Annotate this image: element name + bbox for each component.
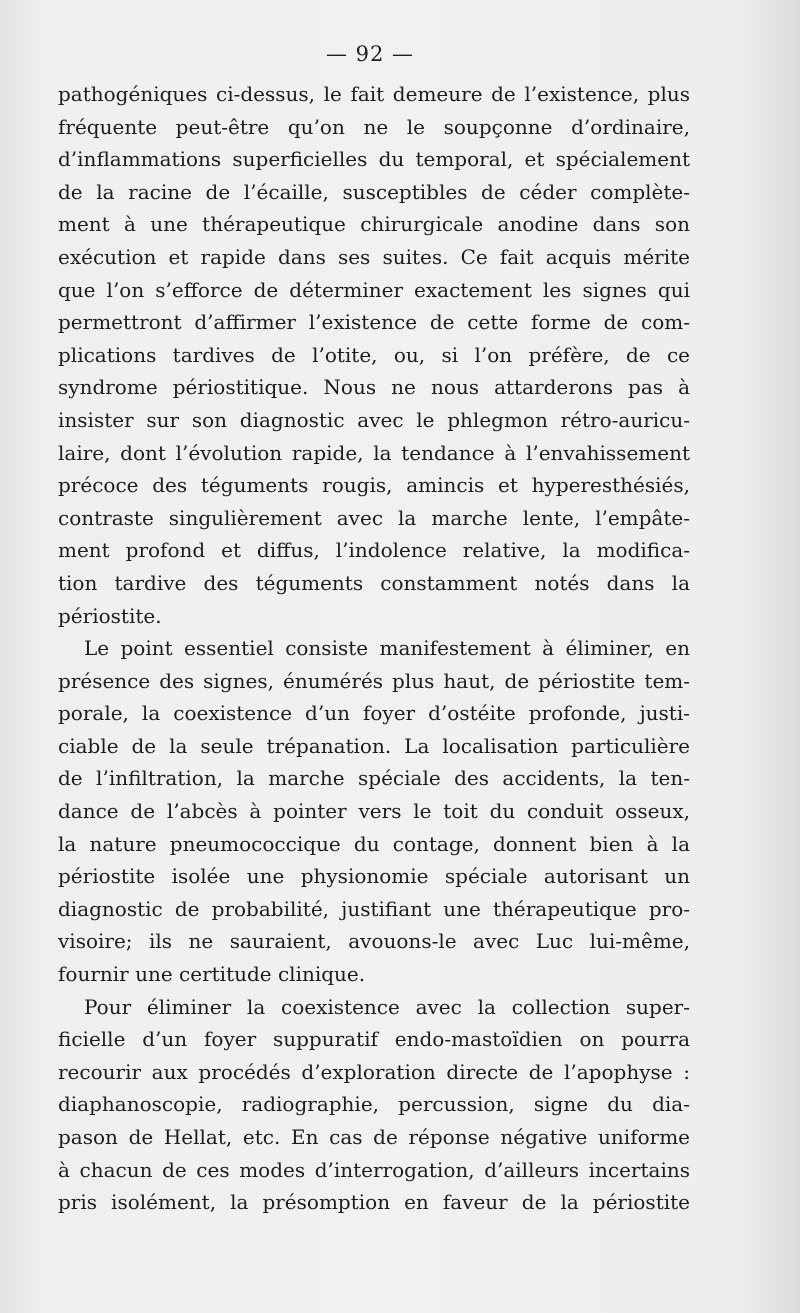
text-line: fréquente peut-être qu’on ne le soupçonne d’ordinaire,	[58, 114, 690, 139]
text-line: diaphanoscopie, radiographie, percussion, signe du dia-	[58, 1092, 690, 1117]
text-line: tion tardive des téguments constamment notés dans la	[58, 570, 690, 595]
text-line: Pour éliminer la coexistence avec la collection super-	[84, 994, 690, 1019]
text-line: ficielle d’un foyer suppuratif endo-mastoïdien on pourra	[58, 1027, 690, 1052]
text-line: périostite isolée une physionomie spéciale autorisant un	[58, 864, 690, 889]
text-line: ment profond et diffus, l’indolence relative, la modifica-	[58, 538, 690, 563]
text-line: ciable de la seule trépanation. La localisation particulière	[58, 733, 690, 758]
text-line: ment à une thérapeutique chirurgicale anodine dans son	[58, 212, 690, 237]
text-line: dance de l’abcès à pointer vers le toit du conduit osseux,	[58, 799, 690, 824]
text-line: précoce des téguments rougis, amincis et hyperesthésiés,	[58, 473, 690, 498]
text-line: que l’on s’efforce de déterminer exactement les signes qui	[58, 277, 690, 302]
text-line: présence des signes, énumérés plus haut, de périostite tem-	[58, 668, 690, 693]
text-line: plications tardives de l’otite, ou, si l’on préfère, de ce	[58, 342, 690, 367]
text-line: la nature pneumococcique du contage, donnent bien à la	[58, 831, 690, 856]
text-line: exécution et rapide dans ses suites. Ce fait acquis mérite	[58, 244, 690, 269]
text-line: Le point essentiel consiste manifestement à éliminer, en	[84, 636, 690, 661]
text-line: contraste singulièrement avec la marche lente, l’empâte-	[58, 505, 690, 530]
text-line: diagnostic de probabilité, justifiant une thérapeutique pro-	[58, 896, 690, 921]
text-line: périostite.	[58, 603, 162, 628]
text-line: de la racine de l’écaille, susceptibles de céder complète-	[58, 179, 690, 204]
text-line: syndrome périostitique. Nous ne nous attarderons pas à	[58, 375, 690, 400]
text-line: porale, la coexistence d’un foyer d’ostéite profonde, justi-	[58, 701, 690, 726]
body-text	[58, 78, 690, 1219]
text-line: de l’infiltration, la marche spéciale des accidents, la ten-	[58, 766, 690, 791]
text-line: pason de Hellat, etc. En cas de réponse négative uniforme	[58, 1125, 690, 1149]
text-line: pathogéniques ci-dessus, le fait demeure de l’existence, plus	[58, 82, 690, 106]
text-line: fournir une certitude clinique.	[58, 962, 366, 987]
text-line: pris isolément, la présomption en faveur de la périostite	[58, 1190, 690, 1215]
text-line: insister sur son diagnostic avec le phlegmon rétro-auricu-	[58, 407, 690, 432]
text-line: visoire; ils ne sauraient, avouons-le avec Luc lui-même,	[58, 929, 690, 954]
text-line: permettront d’affirmer l’existence de cette forme de com-	[58, 310, 690, 335]
text-line: laire, dont l’évolution rapide, la tendance à l’envahissement	[58, 440, 690, 465]
text-line: d’inflammations superficielles du temporal, et spécialement	[58, 147, 690, 172]
text-line: à chacun de ces modes d’interrogation, d’ailleurs incertains	[58, 1157, 690, 1182]
page-number: — 92 —	[325, 42, 415, 66]
text-line: recourir aux procédés d’exploration directe de l’apophyse :	[58, 1059, 690, 1084]
